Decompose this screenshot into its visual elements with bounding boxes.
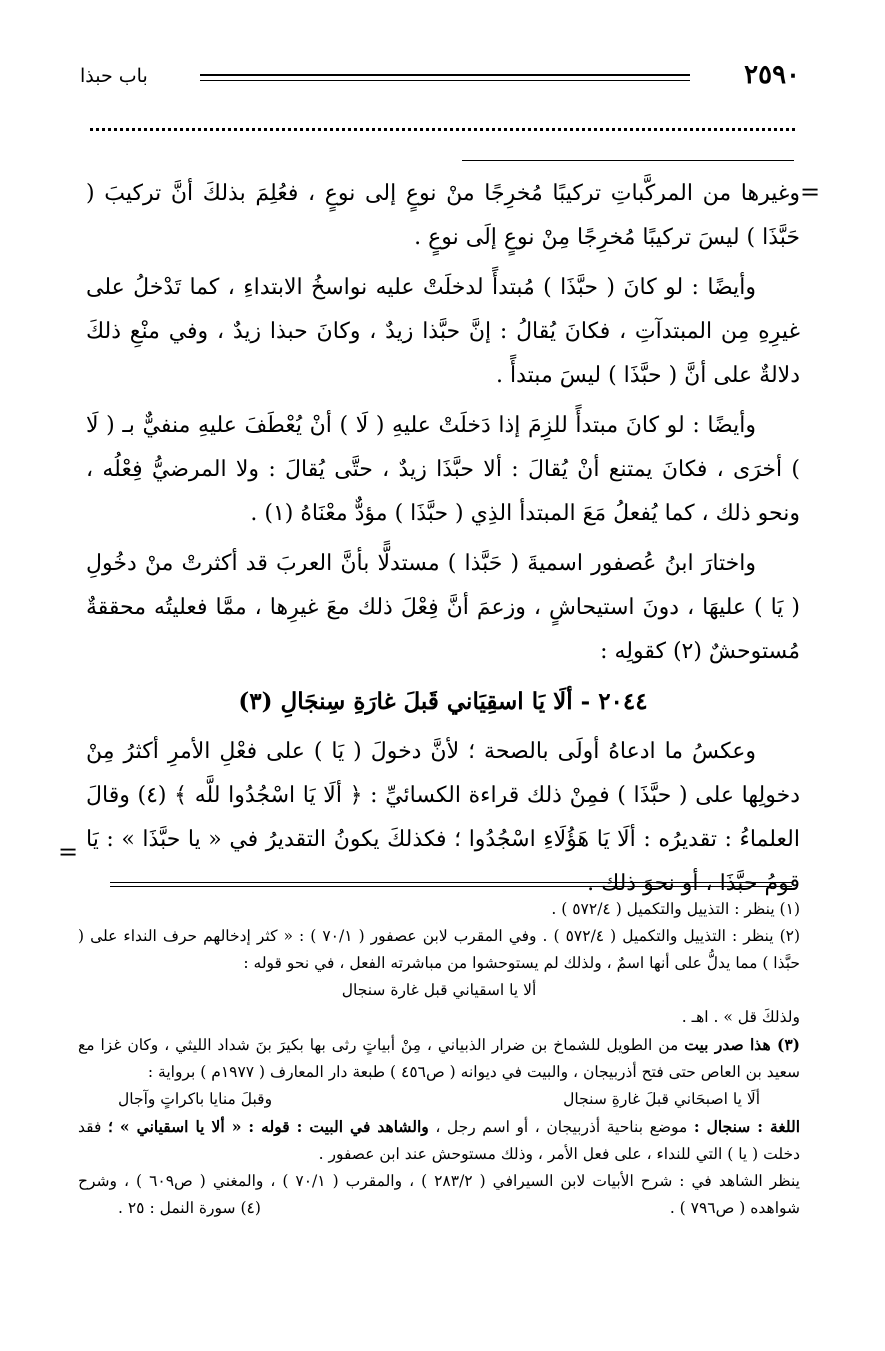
footnote-3-verse	[78, 1086, 800, 1113]
page-number: ٢٥٩٠	[744, 60, 800, 90]
verse-2044: ٢٠٤٤ - ألَا يَا اسقِيَاني قَبلَ غارَةِ سِنجَالِ (٣)	[238, 688, 648, 715]
lugha-label: اللغة : سنجال :	[693, 1117, 800, 1136]
paragraph-2: وأيضًا : لو كانَ ( حبَّذَا ) مُبتدأً لدخلَتْ عليه نواسخُ الابتداءِ ، كما تَدْخلُ على غيرِهِ مِن المبتدآتِ ، فكانَ يُقالُ : إنَّ حبَّذا زيدٌ ، وكانَ حبذا زيدٌ ، وفي منْعِ ذلكَ دلالةٌ على أنَّ ( حبَّذَا ) ليسَ مبتدأً .	[86, 275, 800, 388]
footnote-2: (٢) ينظر : التذييل والتكميل ( ٥٧٢/٤ ) . وفي المقرب لابن عصفور ( ٧٠/١ ) : « كثر إدخالهم حرف النداء على ( حبَّذا ) مما يدلُّ على أنها اسمٌ ، ولذلك لم يستوحشوا من مباشرته الفعل ، في نحو قوله :	[78, 927, 801, 972]
footnote-2-verse: ألا يا اسقياني قبل غارة سنجال	[341, 981, 537, 999]
footnote-3-text: من الطويل للشماخ بن ضرار الذبياني ، مِنْ أبياتٍ رثى بها بكيرَ بنَ شداد الليثي ، وكان غزا مع سعيد بن العاص حتى فتح أذربيجان ، والبيت في ديوانه ( ص٤٥٦ ) طبعة دار المعارف ( ١٩٧٧م ) برواية :	[78, 1036, 800, 1081]
dotted-separator	[90, 128, 795, 141]
running-header	[80, 60, 800, 94]
footnote-3-verse-b: وقبلَ منايا باكراتٍ وآجال	[118, 1090, 273, 1108]
footnotes	[78, 896, 800, 1222]
footnote-3-bold: (٣) هذا صدر بيت	[684, 1035, 800, 1054]
paragraph-3: وأيضًا : لو كانَ مبتدأً للزِمَ إذا دَخلَتْ عليهِ ( لَا ) أنْ يُعْطَفَ عليهِ منفيٌّ بـ ( لَا ) أخرَى ، فكانَ يمتنع أنْ يُقالَ : ألا حبَّذَا زيدٌ ، حتَّى يُقالَ : ولا المرضيُّ فِعْلُه ، ونحو ذلك ، كما يُفعلُ مَعَ المبتدأ الذِي ( حبَّذَا ) مؤدٌّ معْنَاهُ (١) .	[86, 413, 800, 526]
footnote-3	[78, 1031, 800, 1086]
chapter-title: باب حبذا	[80, 65, 148, 87]
shahid-label: والشاهد في البيت : قوله : « ألا يا اسقياني » ؛	[107, 1117, 429, 1136]
footnote-2-end: ولذلكَ قل » . اهـ .	[681, 1008, 800, 1026]
header-rule	[200, 74, 690, 76]
footnote-separator	[110, 882, 792, 887]
footnote-1: (١) ينظر : التذييل والتكميل ( ٥٧٢/٤ ) .	[551, 900, 800, 918]
header-rule-thin	[200, 80, 690, 81]
footnote-4: (٤) سورة النمل : ٢٥ .	[118, 1199, 261, 1217]
paragraph-4: واختارَ ابنُ عُصفور اسميةَ ( حَبَّذا ) مستدلًّا بأنَّ العربَ قد أكثرتْ منْ دخُولِ ( يَا ) عليهَا ، دونَ استيحاشٍ ، وزعمَ أنَّ فِعْلَ ذلك معَ غيرِها ، ممَّا فعليتُه محققةٌ مُستوحشٌ (٢) كقولِه :	[86, 551, 800, 664]
shahid-text: فقد دخلت ( يا ) التي للنداء ، على فعل الأمر ، وذلك مستوحش عند ابن عصفور .	[78, 1118, 800, 1163]
paragraph-1: وغيرها من المركَّباتِ تركيبًا مُخرِجًا منْ نوعٍ إلى نوعٍ ، فعُلِمَ بذلكَ أنَّ تركيبَ ( حَبَّذَا ) ليسَ تركيبًا مُخرِجًا مِنْ نوعٍ إلَى نوعٍ .	[86, 181, 800, 250]
continuation-mark-bottom: =	[58, 838, 79, 866]
lugha-text: موضع بناحية أذربيجان ، أو اسم رجل ،	[435, 1118, 688, 1136]
paragraph-5: وعكسُ ما ادعاهُ أولَى بالصحة ؛ لأنَّ دخولَ ( يَا ) على فعْلِ الأمرِ أكثرُ مِنْ دخولِها على ( حبَّذَا ) فمِنْ ذلك قراءة الكسائيِّ : ﴿ ألَا يَا اسْجُدُوا للَّه ﴾ (٤) وقالَ العلماءُ : تقديرُه : ألَا يَا هَؤُلَاءِ اسْجُدُوا ؛ فكذلكَ يكونُ التقديرُ في « يا حبَّذَا » : يَا قومُ حبَّذَا ، أو نحوَ ذلك .	[86, 739, 800, 896]
footnote-3-verse-a: ألَا يا اصبحَاني قبلَ غارةِ سنجال	[563, 1090, 760, 1108]
footnote-3-refs: ينظر الشاهد في : شرح الأبيات لابن السيرافي ( ٢٨٣/٢ ) ، والمقرب ( ٧٠/١ ) ، والمغني ( ص٦٠٩ ) ، وشرح شواهده ( ص٧٩٦ ) .	[78, 1172, 800, 1217]
continuation-mark-top: =	[800, 178, 821, 206]
top-rule	[462, 160, 794, 161]
footnote-3-lugha	[78, 1113, 800, 1168]
main-text	[86, 172, 800, 912]
